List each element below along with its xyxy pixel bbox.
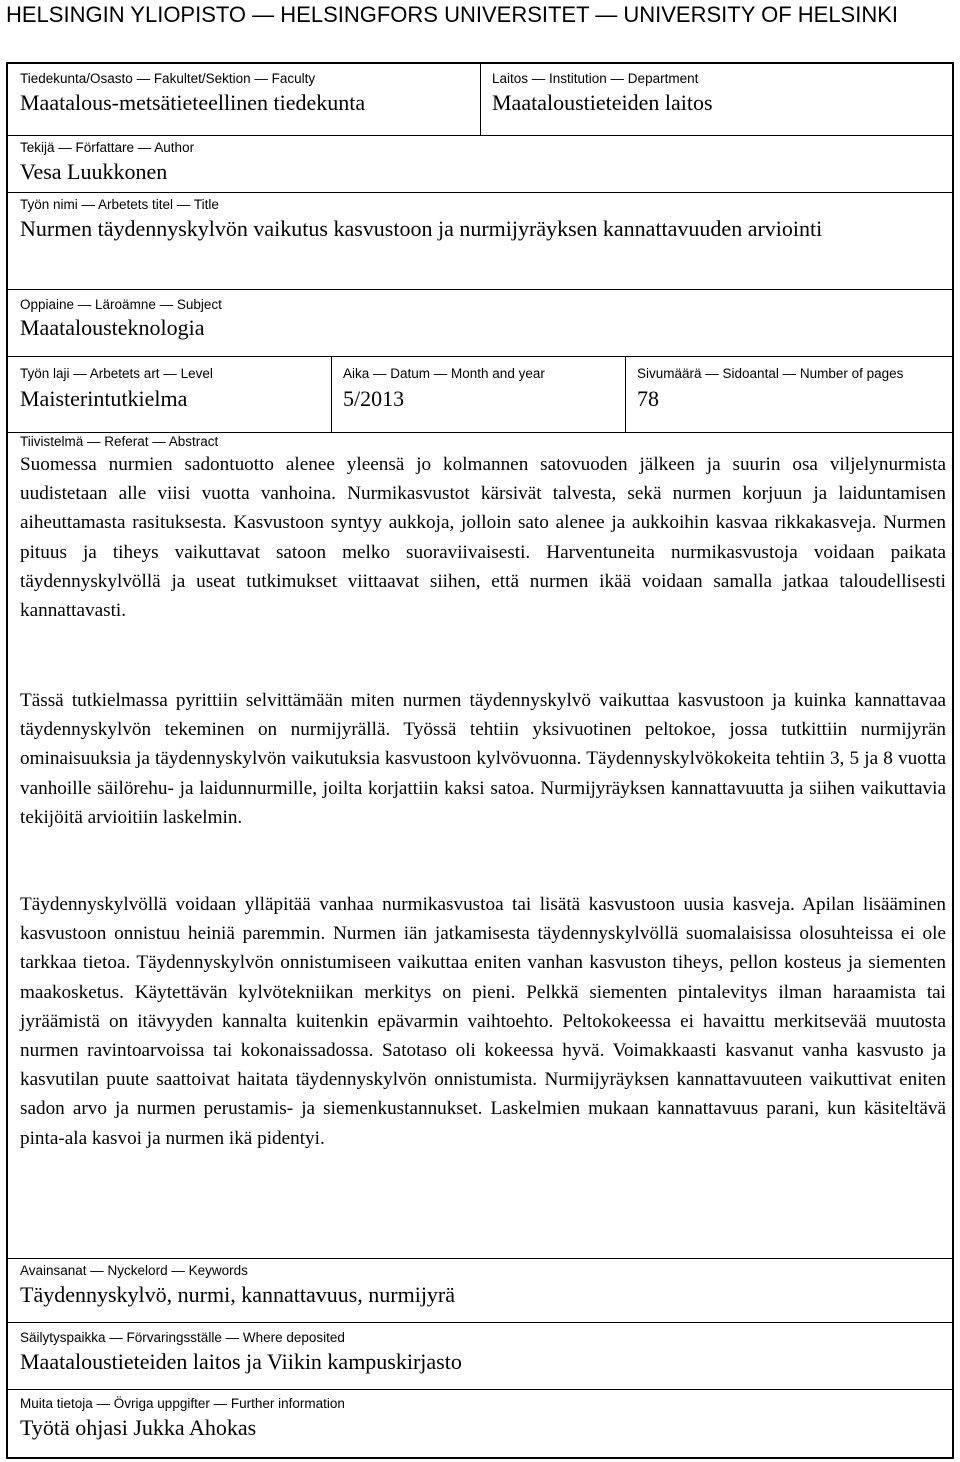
divider bbox=[8, 135, 952, 136]
department-label: Laitos — Institution — Department bbox=[492, 71, 699, 86]
divider bbox=[331, 356, 332, 432]
abstract-paragraph: Suomessa nurmien sadontuotto alenee yleensä jo kolmannen satovuoden jälkeen ja suurin osa viljelynurmista uudistetaan alle viisi vuotta vanhoina. Nurmikasvustot kärsivät talvesta, sekä nurmen korjuun ja laiduntamisen aiheuttamasta rasituksesta. Kasvustoon syntyy aukkoja, jolloin sato alenee ja aukkoihin kasvaa rikkakasveja. Nurmen pituus ja tiheys vaikuttavat satoon melko suoraviivaisesti. Harventuneita nurmikasvustoja voidaan paikata täydennyskylvöllä ja useat tutkimukset viittaavat siihen, että nurmen ikää voidaan samalla jatkaa taloudellisesti kannattavasti. bbox=[20, 454, 946, 622]
abstract-label: Tiivistelmä — Referat — Abstract bbox=[20, 434, 219, 449]
subject-label: Oppiaine — Läroämne — Subject bbox=[20, 297, 222, 312]
author-label: Tekijä — Författare — Author bbox=[20, 140, 195, 155]
further-label: Muita tietoja — Övriga uppgifter — Further information bbox=[20, 1396, 345, 1411]
university-header: HELSINGIN YLIOPISTO — HELSINGFORS UNIVERSITET — UNIVERSITY OF HELSINKI bbox=[6, 2, 899, 27]
pages-label: Sivumäärä — Sidoantal — Number of pages bbox=[637, 366, 904, 381]
keywords-value: Täydennyskylvö, nurmi, kannattavuus, nurmijyrä bbox=[20, 1282, 456, 1307]
department-value: Maataloustieteiden laitos bbox=[492, 90, 713, 115]
divider bbox=[8, 1322, 952, 1323]
divider bbox=[8, 1389, 952, 1390]
date-value: 5/2013 bbox=[343, 386, 405, 411]
subject-value: Maatalousteknologia bbox=[20, 315, 205, 340]
divider bbox=[8, 192, 952, 193]
abstract-paragraph: Täydennyskylvöllä voidaan ylläpitää vanhaa nurmikasvustoa tai lisätä kasvustoon uusia kasveja. Apilan lisääminen kasvustoon onnistuu heiniä paremmin. Nurmen iän jatkamisesta täydennyskylvöllä suomalaisissa olosuhteissa ei ole tarkkaa tietoa. Täydennyskylvön onnistumiseen vaikuttaa eniten vanhan kasvuston tiheys, pellon kosteus ja siementen maakosketus. Käytettävän kylvötekniikan merkitys on pieni. Pelkkä siementen pintalevitys ilman haraamista tai jyräämistä on itävyyden kannalta kuitenkin epävarmin vaihtoehto. Peltokokeessa ei havaittu merkitsevää muutosta nurmen ravintoarvoissa tai kokonaissadossa. Satotaso oli kokeessa hyvä. Voimakkaasti kasvanut vanha kasvusto ja kasvutilan puute saattoivat haitata täydennyskylvön onnistumista. Nurmijyräyksen kannattavuuteen vaikuttivat eniten sadon arvo ja nurmen perustamis- ja siemenkustannukset. Laskelmien mukaan kannattavuus parani, kun käsiteltävä pinta-ala kasvoi ja nurmen ikä pidentyi. bbox=[20, 894, 946, 1149]
faculty-label: Tiedekunta/Osasto — Fakultet/Sektion — Faculty bbox=[20, 71, 316, 86]
deposited-label: Säilytyspaikka — Förvaringsställe — Where deposited bbox=[20, 1330, 345, 1345]
title-label: Työn nimi — Arbetets titel — Title bbox=[20, 197, 219, 212]
abstract-paragraph: Tässä tutkielmassa pyrittiin selvittämään miten nurmen täydennyskylvö vaikuttaa kasvustoon ja kuinka kannattavaa täydennyskylvön tekeminen on nurmijyrällä. Työssä tehtiin yksivuotinen peltokoe, jossa tutkittiin nurmijyrän ominaisuuksia ja täydennyskylvön vaikutuksia kasvustoon kylvövuonna. Täydennyskylvökokeita tehtiin 3, 5 ja 8 vuotta vanhoille säilörehu- ja laidunnurmille, joilta korjattiin kaksi satoa. Nurmijyräyksen kannattavuutta ja siihen vaikuttavia tekijöitä arvioitiin laskelmin. bbox=[20, 690, 946, 828]
divider bbox=[8, 1258, 952, 1259]
title-value: Nurmen täydennyskylvön vaikutus kasvustoon ja nurmijyräyksen kannattavuuden arviointi bbox=[20, 216, 823, 241]
abstract-form bbox=[6, 62, 954, 1459]
pages-value: 78 bbox=[637, 386, 659, 411]
level-value: Maisterintutkielma bbox=[20, 386, 188, 411]
keywords-label: Avainsanat — Nyckelord — Keywords bbox=[20, 1263, 248, 1278]
divider bbox=[8, 356, 952, 357]
author-value: Vesa Luukkonen bbox=[20, 159, 168, 184]
divider bbox=[8, 289, 952, 290]
divider bbox=[480, 64, 481, 135]
deposited-value: Maataloustieteiden laitos ja Viikin kampuskirjasto bbox=[20, 1349, 462, 1374]
divider bbox=[625, 356, 626, 432]
faculty-value: Maatalous-metsätieteellinen tiedekunta bbox=[20, 90, 366, 115]
date-label: Aika — Datum — Month and year bbox=[343, 366, 545, 381]
further-value: Työtä ohjasi Jukka Ahokas bbox=[20, 1415, 257, 1440]
level-label: Työn laji — Arbetets art — Level bbox=[20, 366, 213, 381]
